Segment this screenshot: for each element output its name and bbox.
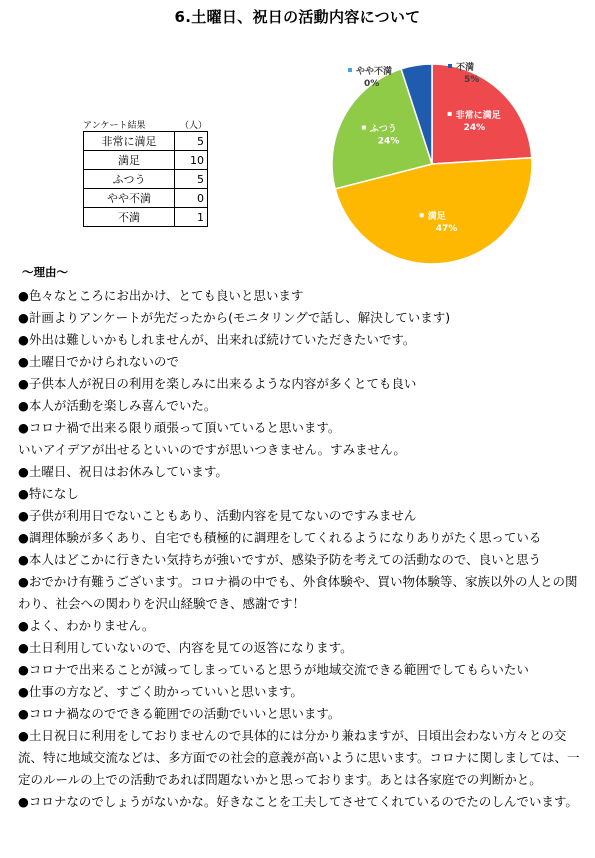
- row-value: 1: [175, 208, 208, 227]
- reason-item: ●子供本人が祝日の利用を楽しみに出来るような内容が多くとても良い: [18, 376, 417, 391]
- reason-item: ●計画よりアンケートが先だったから(モニタリングで話し、解決しています): [18, 310, 451, 325]
- row-label: 満足: [84, 151, 175, 170]
- row-label: やや不満: [84, 189, 175, 208]
- reason-item: ●土曜日、祝日はお休みしています。: [18, 464, 228, 479]
- pie-chart: [326, 58, 538, 270]
- reason-item: ●よく、わかりません。: [18, 618, 155, 633]
- pie-slice-percent-label: 24%: [377, 136, 400, 147]
- reason-item: ●おでかけ有難うございます。コロナ禍の中でも、外食体験や、買い物体験等、家族以外の人との関わり、社会への関わりを沢山経験でき、感謝です！: [18, 574, 578, 611]
- table-row: [84, 189, 208, 208]
- table-row: [84, 208, 208, 227]
- pie-slice-percent-label: 47%: [435, 224, 458, 235]
- pie-legend-marker: [420, 213, 424, 217]
- reason-item: ●仕事の方など、すごく助かっていいと思います。: [18, 684, 303, 699]
- pie-slice-percent-label: 0%: [364, 79, 380, 89]
- pie-slice-name-label: ふつう: [369, 124, 397, 135]
- reason-item: ●土日祝日に利用をしておりませんので具体的には分かり兼ねますが、日頃出会わない方々との交流、特に地域交流などは、多方面での社会的意義が高いように思います。コロナに関しましては、一定のルールの上での活動であれば問題ないかと思っております。あとは各家庭での判断かと。: [18, 728, 580, 787]
- row-value: 10: [175, 151, 208, 170]
- row-label: 不満: [84, 208, 175, 227]
- pie-slice-name-label: 不満: [456, 63, 475, 73]
- reasons-list: [18, 285, 590, 813]
- survey-table: [83, 131, 208, 227]
- pie-slice-percent-label: 5%: [464, 75, 480, 85]
- table-row: [84, 132, 208, 151]
- reason-item: ●子供が利用日でないこともあり、活動内容を見てないのですみません: [18, 508, 417, 523]
- pie-legend-marker: [348, 68, 352, 72]
- survey-caption-text: アンケート結果: [83, 121, 146, 131]
- reason-item: ●土曜日でかけられないので: [18, 354, 179, 369]
- reason-item: ●特になし: [18, 486, 79, 501]
- pie-legend-marker: [448, 112, 452, 116]
- reason-item: ●本人が活動を楽しみ喜んでいた。: [18, 398, 217, 413]
- row-label: 非常に満足: [84, 132, 175, 151]
- pie-slice-percent-label: 24%: [463, 122, 486, 133]
- reason-item: ●本人はどこかに行きたい気持ちが強いですが、感染予防を考えての活動なので、良いと思う: [18, 552, 542, 567]
- pie-legend-marker: [448, 64, 452, 68]
- table-row: [84, 151, 208, 170]
- pie-slice-name-label: やや不満: [356, 67, 393, 77]
- pie-legend-marker: [362, 126, 366, 130]
- reason-item: ●調理体験が多くあり、自宅でも積極的に調理をしてくれるようになりありがたく思っている: [18, 530, 542, 545]
- page-title: 6.土曜日、祝日の活動内容について: [174, 8, 421, 26]
- reason-item: ●外出は難しいかもしれませんが、出来れば続けていただきたいです。: [18, 332, 416, 347]
- row-label: ふつう: [84, 170, 175, 189]
- reason-item: ●コロナ禍で出来る限り頑張って頂いていると思います。 いいアイデアが出せるといいのですが思いつきません。すみません。: [18, 420, 406, 457]
- reason-item: ●色々なところにお出かけ、とても良いと思います: [18, 288, 304, 303]
- reason-item: ●コロナで出来ることが減ってしまっていると思うが地域交流できる範囲でしてもらいたい: [18, 662, 529, 677]
- reason-item: ●コロナなのでしょうがないかな。好きなことを工夫してさせてくれているのでたのしんでいます。: [18, 794, 578, 809]
- row-value: 5: [175, 170, 208, 189]
- pie-slice-name-label: 非常に満足: [455, 110, 501, 121]
- survey-unit: （人）: [179, 121, 207, 131]
- reason-item: ●コロナ禍なのでできる範囲での活動でいいと思います。: [18, 706, 341, 721]
- row-value: 0: [175, 189, 208, 208]
- reason-item: ●土日利用していないので、内容を見ての返答になります。: [18, 640, 353, 655]
- row-value: 5: [175, 132, 208, 151]
- survey-caption: [83, 118, 209, 131]
- pie-slice-name-label: 満足: [427, 212, 446, 223]
- reasons-heading: 〜理由〜: [22, 265, 68, 279]
- table-row: [84, 170, 208, 189]
